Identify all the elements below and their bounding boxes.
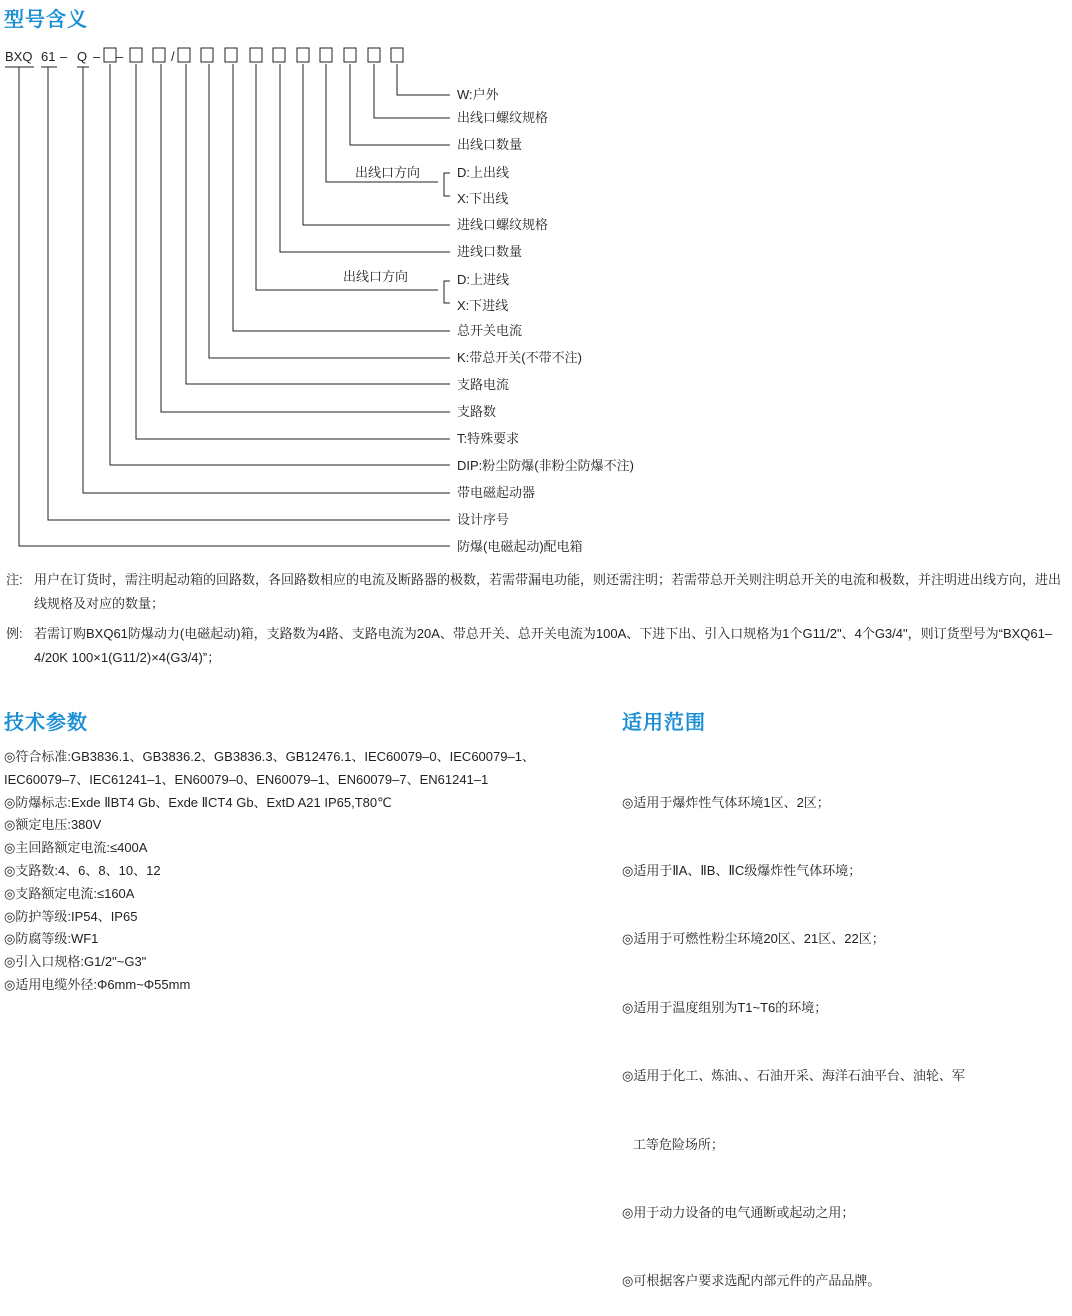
list-item: ◎适用电缆外径:Φ6mm~Φ55mm bbox=[4, 976, 191, 992]
label-distribution-box: 防爆(电磁起动)配电箱 bbox=[457, 539, 583, 554]
code-part-dash-1: – bbox=[60, 49, 68, 64]
label-inlet-thread: 进线口螺纹规格 bbox=[457, 217, 549, 232]
label-inlet-direction: 出线口方向 bbox=[343, 269, 409, 284]
order-example bbox=[6, 622, 1066, 670]
label-design-serial: 设计序号 bbox=[457, 512, 510, 527]
label-branch-current: 支路电流 bbox=[457, 377, 510, 392]
label-special-requirement: T:特殊要求 bbox=[457, 431, 520, 446]
label-main-switch: K:带总开关(不带不注) bbox=[457, 350, 582, 365]
model-code-diagram bbox=[0, 0, 1072, 560]
label-top-inlet: D:上进线 bbox=[457, 272, 510, 287]
code-part-61: 61 bbox=[41, 49, 56, 64]
label-main-switch-current: 总开关电流 bbox=[457, 323, 523, 338]
note-text: 用户在订货时，需注明起动箱的回路数，各回路数相应的电流及断路器的极数，若需带漏电功能，则还需注明；若需带总开关则注明总开关的电流和极数，并注明进出线方向，进出线规格及对应的数量； bbox=[34, 572, 1062, 611]
label-bottom-outlet: X:下出线 bbox=[457, 191, 509, 206]
note-label: 注: bbox=[6, 572, 23, 587]
list-item: ◎引入口规格:G1/2"~G3" bbox=[4, 954, 147, 970]
label-top-outlet: D:上出线 bbox=[457, 165, 510, 180]
code-part-bxq: BXQ bbox=[5, 49, 33, 64]
list-item: ◎支路额定电流:≤160A bbox=[4, 885, 135, 901]
application-list bbox=[622, 746, 1062, 1316]
model-meaning-title: 型号含义 bbox=[4, 9, 88, 31]
example-label: 例: bbox=[6, 626, 23, 641]
list-item: ◎用于动力设备的电气通断或起动之用； bbox=[622, 1204, 855, 1220]
leader-lines bbox=[19, 64, 450, 546]
label-outlet-count: 出线口数量 bbox=[457, 137, 523, 152]
list-item: ◎适用于ⅡA、ⅡB、ⅡC级爆炸性气体环境； bbox=[622, 862, 862, 878]
code-placeholder-boxes bbox=[104, 48, 403, 62]
code-part-q: Q bbox=[77, 49, 88, 64]
code-part-dash-2: – bbox=[93, 49, 101, 64]
list-item: ◎支路数:4、6、8、10、12 bbox=[4, 862, 161, 878]
list-item: ◎主回路额定电流:≤400A bbox=[4, 840, 148, 856]
list-item: ◎适用于化工、炼油、、石油开采、海洋石油平台、油轮、军 bbox=[622, 1068, 965, 1084]
label-outlet-direction: 出线口方向 bbox=[355, 165, 421, 180]
label-bottom-inlet: X:下进线 bbox=[457, 298, 509, 313]
list-item: ◎可根据客户要求选配内部元件的产品品牌。 bbox=[622, 1273, 881, 1289]
list-item: ◎适用于可燃性粉尘环境20区、21区、22区； bbox=[622, 931, 885, 947]
label-outlet-thread: 出线口螺纹规格 bbox=[457, 110, 549, 125]
tech-params-title: 技术参数 bbox=[4, 712, 88, 734]
code-part-slash: / bbox=[171, 49, 175, 64]
example-text: 若需订购BXQ61防爆动力(电磁起动)箱，支路数为4路、支路电流为20A、带总开关、总开关电流为100A、下进下出、引入口规格为1个G11/2"、4个G3/4"，则订货型号为“BXQ61–4/20K 100×1(G11/2)×4(G3/4)”； bbox=[34, 626, 1053, 665]
list-item: ◎适用于爆炸性气体环境1区、2区； bbox=[622, 794, 830, 810]
list-item: ◎防爆标志:Exde ⅡBT4 Gb、Exde ⅡCT4 Gb、ExtD A21 IP65,T80℃ bbox=[4, 794, 392, 810]
tech-params-list bbox=[4, 746, 604, 997]
label-inlet-count: 进线口数量 bbox=[457, 244, 523, 259]
list-item: ◎适用于温度组别为T1~T6的环境； bbox=[622, 999, 828, 1015]
label-magnetic-starter: 带电磁起动器 bbox=[457, 485, 536, 500]
list-item: ◎防护等级:IP54、IP65 bbox=[4, 908, 138, 924]
label-dust-proof: DIP:粉尘防爆(非粉尘防爆不注) bbox=[457, 458, 634, 473]
application-title: 适用范围 bbox=[622, 712, 706, 734]
list-item: ◎防腐等级:WF1 bbox=[4, 931, 99, 947]
list-item: 工等危险场所； bbox=[622, 1136, 724, 1152]
label-outdoor: W:户外 bbox=[457, 87, 499, 102]
list-item: ◎额定电压:380V bbox=[4, 817, 102, 833]
order-note bbox=[6, 568, 1066, 616]
code-part-dash-3: – bbox=[116, 49, 124, 64]
list-item: ◎符合标准:GB3836.1、GB3836.2、GB3836.3、GB12476.1、IEC60079–0、IEC60079–1、 bbox=[4, 749, 535, 764]
label-branch-count: 支路数 bbox=[457, 404, 497, 419]
list-item: IEC60079–7、IEC61241–1、EN60079–0、EN60079–1、EN60079–7、EN61241–1 bbox=[4, 771, 489, 787]
